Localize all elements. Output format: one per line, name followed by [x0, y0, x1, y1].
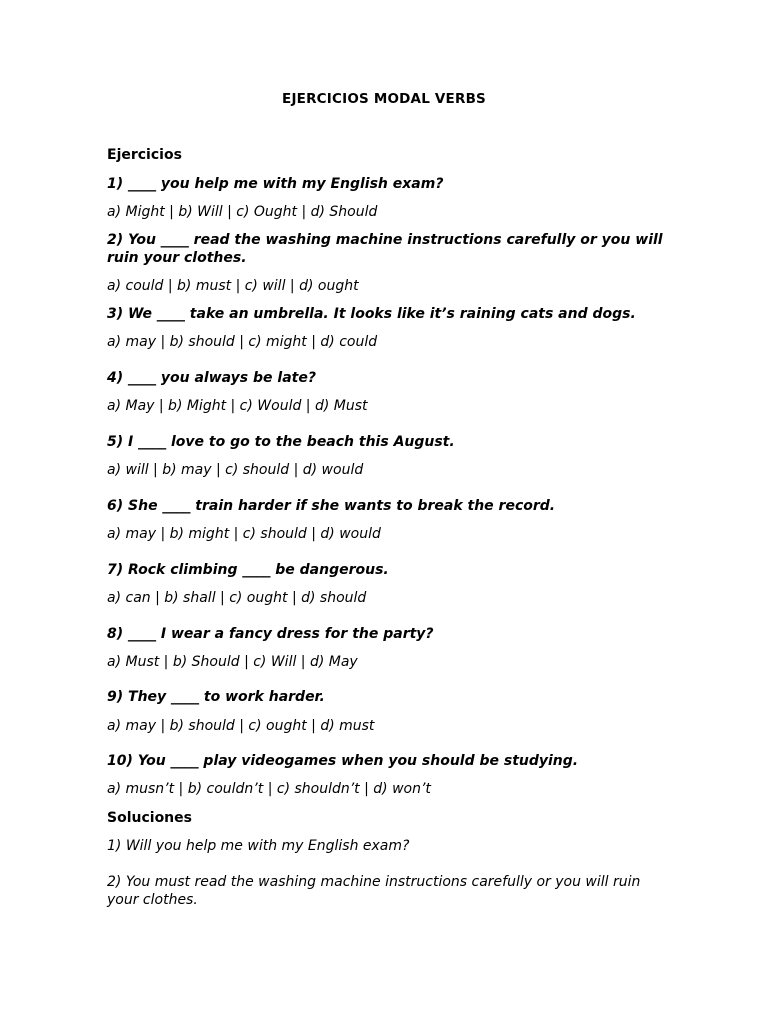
options-5: a) will | b) may | c) should | d) would: [107, 462, 364, 478]
solution-2: 2) You must read the washing machine instructions carefully or you will ruin your clothes.: [107, 874, 641, 908]
question-10: 10) You ____ play videogames when you should be studying.: [107, 753, 579, 769]
question-9: 9) They ____ to work harder.: [107, 689, 325, 705]
question-4: 4) ____ you always be late?: [107, 370, 316, 386]
solution-1: 1) Will you help me with my English exam?: [107, 838, 410, 854]
question-3: 3) We ____ take an umbrella. It looks like it’s raining cats and dogs.: [107, 306, 636, 322]
question-2: 2) You ____ read the washing machine instructions carefully or you will ruin your clothes.: [107, 232, 663, 266]
options-10: a) musn’t | b) couldn’t | c) shouldn’t | d) won’t: [107, 781, 431, 797]
options-1: a) Might | b) Will | c) Ought | d) Should: [107, 204, 378, 220]
question-5: 5) I ____ love to go to the beach this August.: [107, 434, 455, 450]
solutions-heading: Soluciones: [107, 810, 192, 826]
options-8: a) Must | b) Should | c) Will | d) May: [107, 654, 358, 670]
options-7: a) can | b) shall | c) ought | d) should: [107, 590, 367, 606]
options-3: a) may | b) should | c) might | d) could: [107, 334, 378, 350]
options-2: a) could | b) must | c) will | d) ought: [107, 278, 359, 294]
document-title: EJERCICIOS MODAL VERBS: [282, 91, 486, 107]
question-6: 6) She ____ train harder if she wants to break the record.: [107, 498, 556, 514]
exercises-heading: Ejercicios: [107, 147, 182, 163]
options-4: a) May | b) Might | c) Would | d) Must: [107, 398, 368, 414]
question-1: 1) ____ you help me with my English exam?: [107, 176, 444, 192]
options-9: a) may | b) should | c) ought | d) must: [107, 718, 375, 734]
question-7: 7) Rock climbing ____ be dangerous.: [107, 562, 389, 578]
options-6: a) may | b) might | c) should | d) would: [107, 526, 381, 542]
question-8: 8) ____ I wear a fancy dress for the party?: [107, 626, 434, 642]
